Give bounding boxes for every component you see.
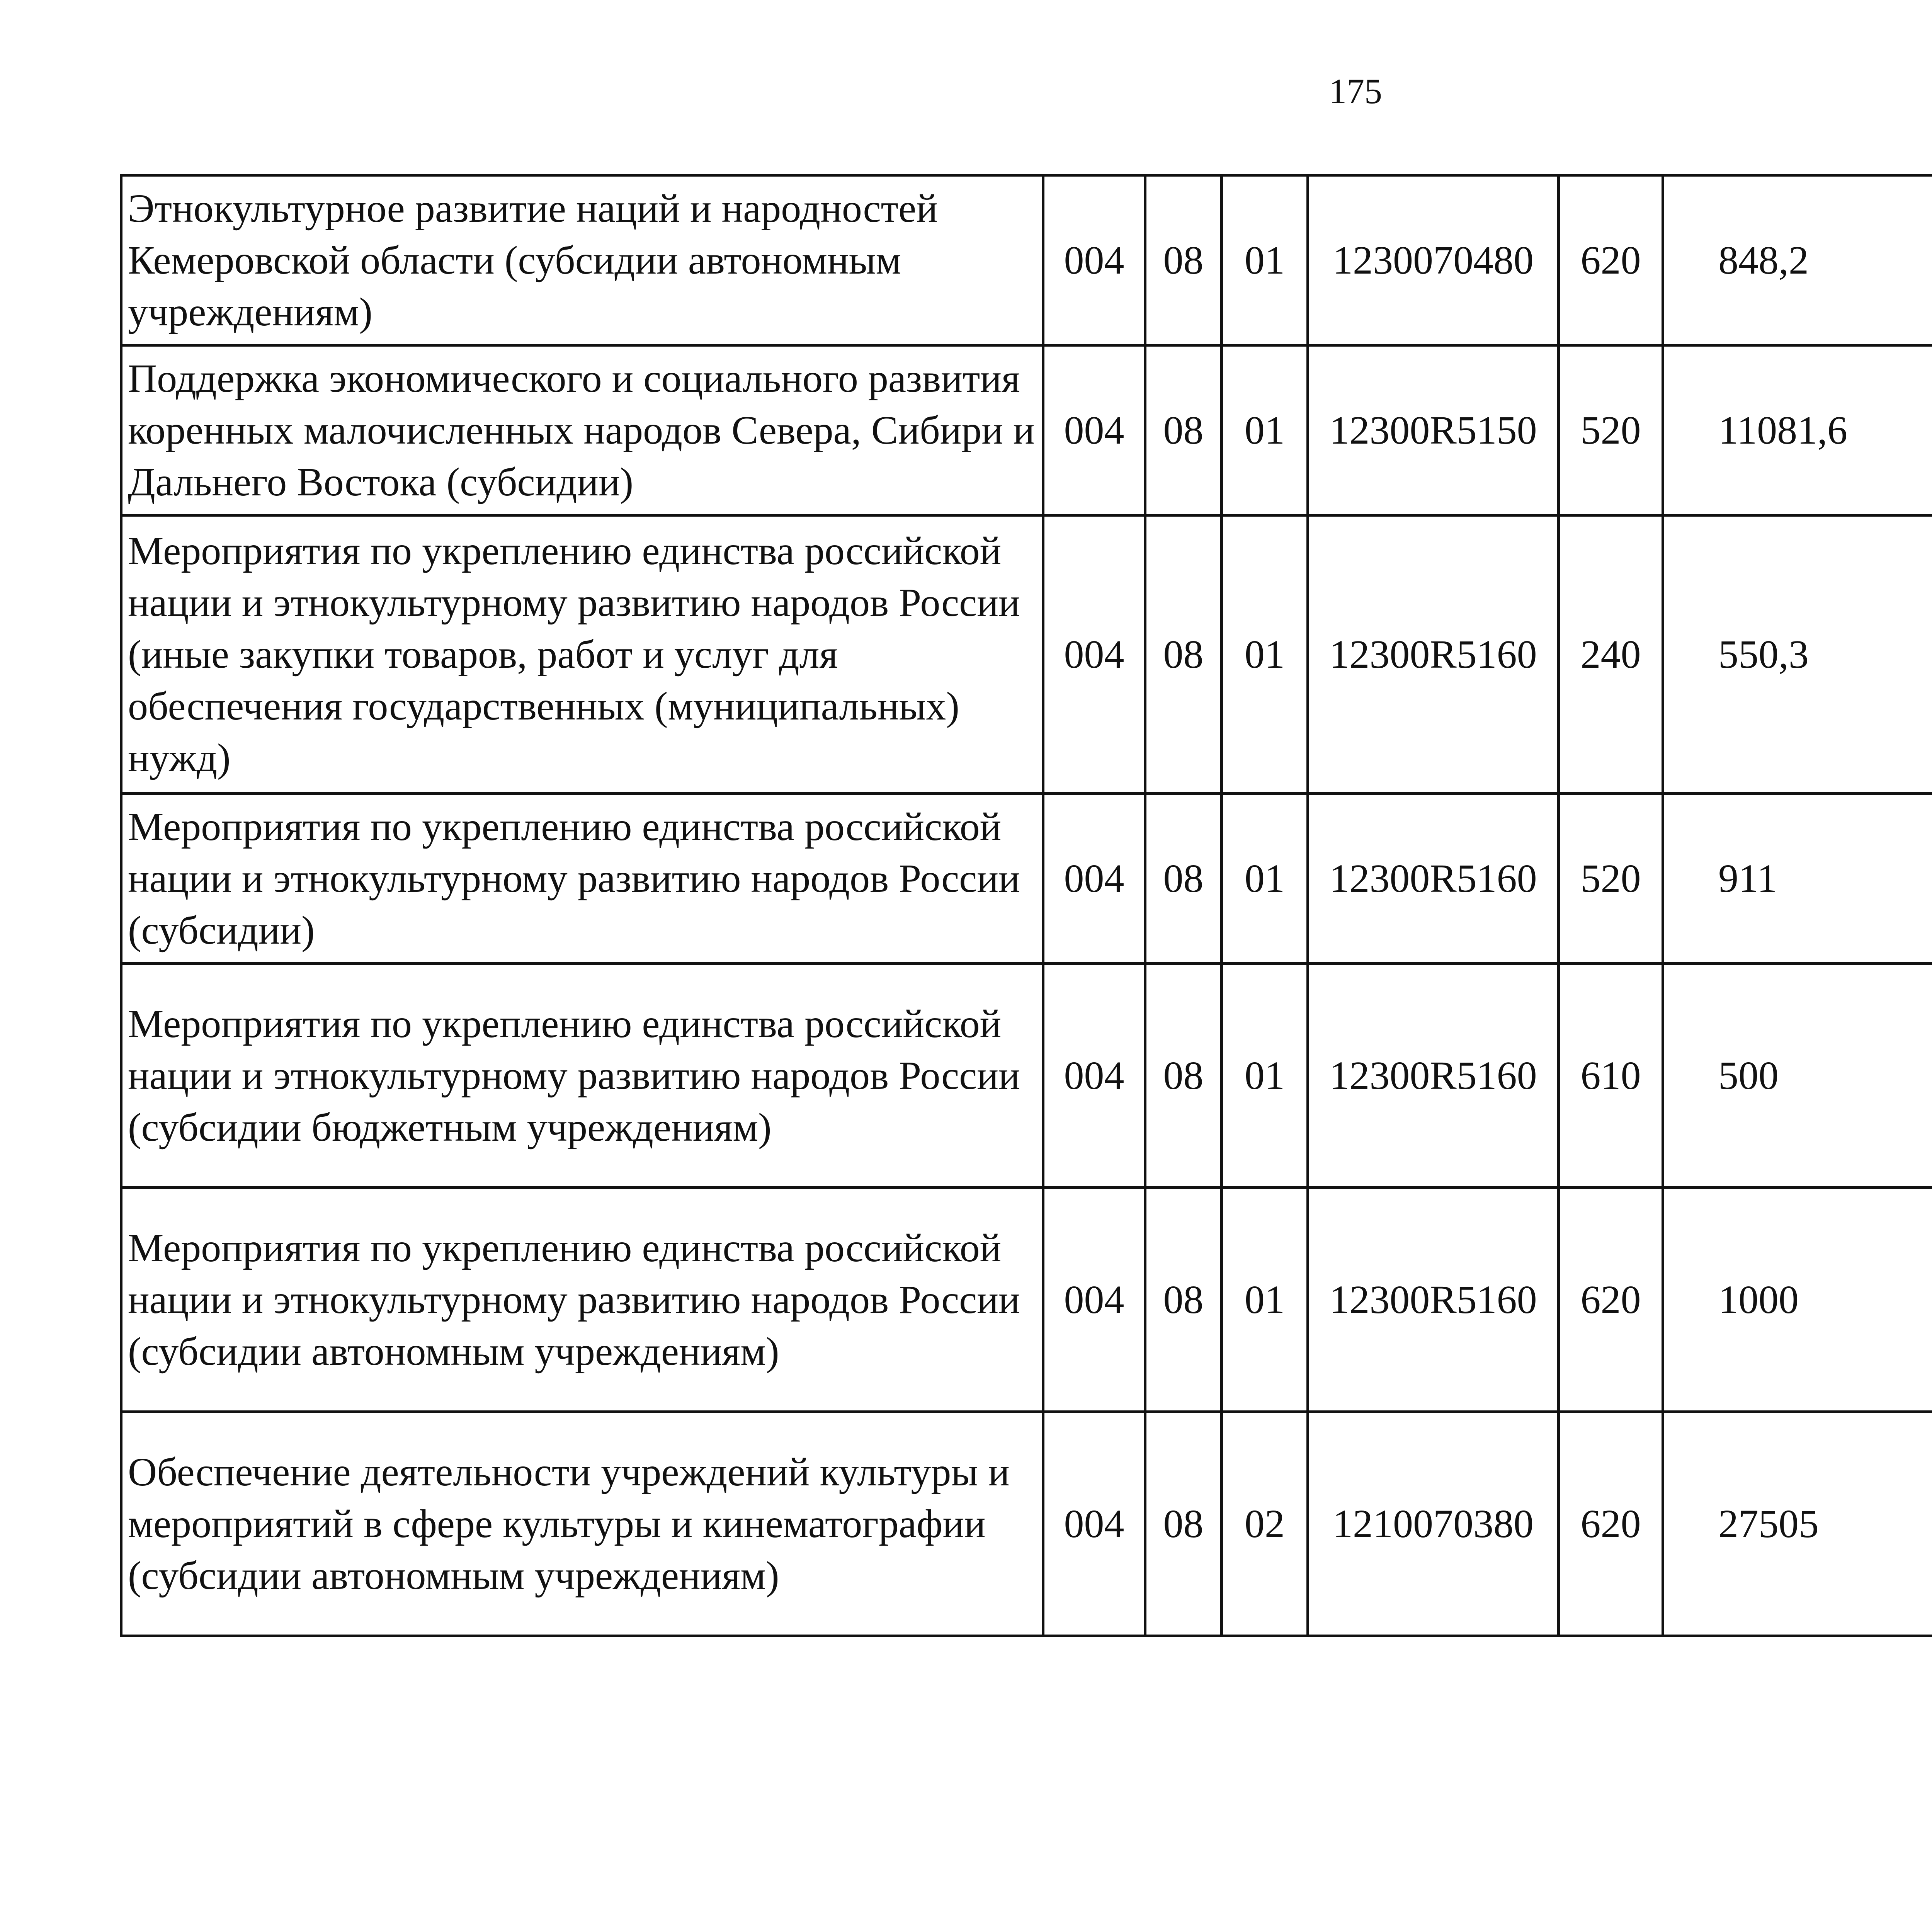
expense-type-cell: 520 xyxy=(1559,794,1663,964)
subsection-code-cell: 01 xyxy=(1222,1188,1308,1412)
section-code-cell: 08 xyxy=(1145,964,1222,1188)
table-row xyxy=(121,1412,1932,1636)
table-row xyxy=(121,345,1932,515)
table-row xyxy=(121,515,1932,794)
amount-cell-1: 550,3 xyxy=(1663,515,1932,794)
expense-name-cell: Мероприятия по укреплению единства российской нации и этнокультурному развитию народов России (субсидии бюджетным учреждениям) xyxy=(121,964,1043,1188)
ministry-code-cell: 004 xyxy=(1043,1188,1145,1412)
expense-type-cell: 620 xyxy=(1559,1188,1663,1412)
table-row xyxy=(121,964,1932,1188)
amount-cell-1: 500 xyxy=(1663,964,1932,1188)
target-item-cell: 12300R5160 xyxy=(1308,515,1559,794)
section-code-cell: 08 xyxy=(1145,1188,1222,1412)
section-code-cell: 08 xyxy=(1145,345,1222,515)
ministry-code-cell: 004 xyxy=(1043,794,1145,964)
subsection-code-cell: 01 xyxy=(1222,175,1308,345)
table-row xyxy=(121,1188,1932,1412)
subsection-code-cell: 01 xyxy=(1222,345,1308,515)
target-item-cell: 12300R5160 xyxy=(1308,964,1559,1188)
expense-type-cell: 620 xyxy=(1559,175,1663,345)
expense-type-cell: 610 xyxy=(1559,964,1663,1188)
ministry-code-cell: 004 xyxy=(1043,1412,1145,1636)
section-code-cell: 08 xyxy=(1145,175,1222,345)
expense-type-cell: 520 xyxy=(1559,345,1663,515)
subsection-code-cell: 01 xyxy=(1222,515,1308,794)
expense-type-cell: 620 xyxy=(1559,1412,1663,1636)
ministry-code-cell: 004 xyxy=(1043,175,1145,345)
target-item-cell: 12300R5160 xyxy=(1308,1188,1559,1412)
amount-cell-1: 11081,6 xyxy=(1663,345,1932,515)
expense-name-cell: Обеспечение деятельности учреждений культуры и мероприятий в сфере культуры и кинематографии (субсидии автономным учреждениям) xyxy=(121,1412,1043,1636)
amount-cell-1: 911 xyxy=(1663,794,1932,964)
target-item-cell: 12300R5150 xyxy=(1308,345,1559,515)
budget-table xyxy=(120,174,1932,1637)
table-row xyxy=(121,175,1932,345)
target-item-cell: 12300R5160 xyxy=(1308,794,1559,964)
ministry-code-cell: 004 xyxy=(1043,345,1145,515)
section-code-cell: 08 xyxy=(1145,1412,1222,1636)
subsection-code-cell: 01 xyxy=(1222,794,1308,964)
subsection-code-cell: 01 xyxy=(1222,964,1308,1188)
expense-name-cell: Этнокультурное развитие наций и народностей Кемеровской области (субсидии автономным учреждениям) xyxy=(121,175,1043,345)
section-code-cell: 08 xyxy=(1145,515,1222,794)
amount-cell-1: 27505 xyxy=(1663,1412,1932,1636)
subsection-code-cell: 02 xyxy=(1222,1412,1308,1636)
expense-name-cell: Поддержка экономического и социального развития коренных малочисленных народов Севера, Сибири и Дальнего Востока (субсидии) xyxy=(121,345,1043,515)
expense-type-cell: 240 xyxy=(1559,515,1663,794)
expense-name-cell: Мероприятия по укреплению единства российской нации и этнокультурному развитию народов России (иные закупки товаров, работ и услуг для обеспечения государственных (муниципальных) нужд) xyxy=(121,515,1043,794)
section-code-cell: 08 xyxy=(1145,794,1222,964)
table-row xyxy=(121,794,1932,964)
expense-name-cell: Мероприятия по укреплению единства российской нации и этнокультурному развитию народов России (субсидии автономным учреждениям) xyxy=(121,1188,1043,1412)
ministry-code-cell: 004 xyxy=(1043,515,1145,794)
page-number: 175 xyxy=(1329,71,1382,111)
ministry-code-cell: 004 xyxy=(1043,964,1145,1188)
target-item-cell: 1230070480 xyxy=(1308,175,1559,345)
expense-name-cell: Мероприятия по укреплению единства российской нации и этнокультурному развитию народов России (субсидии) xyxy=(121,794,1043,964)
amount-cell-1: 1000 xyxy=(1663,1188,1932,1412)
amount-cell-1: 848,2 xyxy=(1663,175,1932,345)
target-item-cell: 1210070380 xyxy=(1308,1412,1559,1636)
